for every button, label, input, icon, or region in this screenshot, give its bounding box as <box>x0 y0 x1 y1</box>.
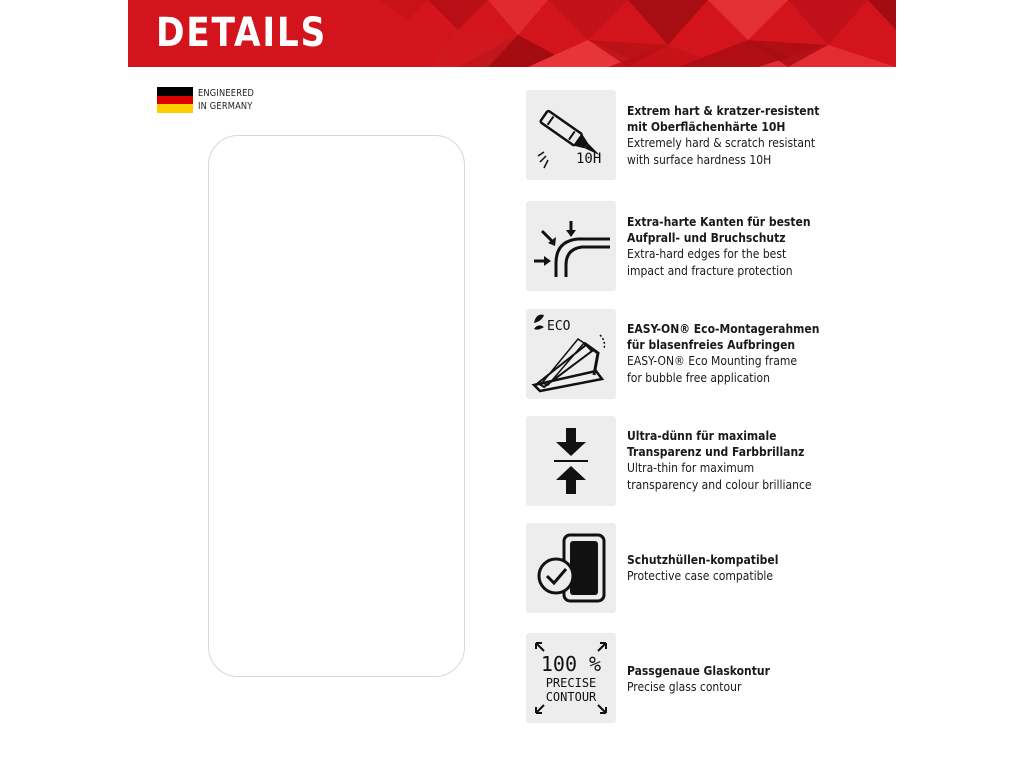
feature-3-german: EASY-ON® Eco-Montagerahmen für blasenfreies Aufbringen <box>627 322 820 353</box>
feature-4-english: Ultra-thin for maximum transparency and colour brilliance <box>627 461 812 492</box>
screen-protector-glass-image <box>208 135 465 677</box>
svg-text:CONTOUR: CONTOUR <box>545 690 597 704</box>
feature-edges <box>526 201 906 291</box>
scalpel-hardness-icon <box>526 90 616 180</box>
svg-text:100 %: 100 % <box>540 652 602 676</box>
engineered-in-germany <box>157 87 259 113</box>
feature-case-compatible <box>526 523 906 613</box>
feature-6-english: Precise glass contour <box>627 680 742 695</box>
case-compatible-check-icon <box>526 523 616 613</box>
impact-edge-icon <box>526 201 616 291</box>
feature-3-english: EASY-ON® Eco Mounting frame for bubble free application <box>627 354 798 385</box>
feature-2-english: Extra-hard edges for the best impact and fracture protection <box>627 247 793 278</box>
feature-easy-on <box>526 309 906 399</box>
feature-ultra-thin <box>526 416 906 506</box>
origin-line-1: ENGINEERED <box>198 88 255 99</box>
feature-6-german: Passgenaue Glaskontur <box>627 664 770 678</box>
precise-contour-icon <box>526 633 616 723</box>
svg-text:PRECISE: PRECISE <box>545 676 597 690</box>
ultra-thin-arrows-icon <box>526 416 616 506</box>
germany-flag-icon <box>157 87 193 113</box>
header-banner <box>128 0 896 67</box>
feature-2-german: Extra-harte Kanten für besten Aufprall- und Bruchschutz <box>627 215 811 246</box>
eco-mounting-frame-icon <box>526 309 616 399</box>
feature-1-german: Extrem hart & kratzer-resistent mit Oberflächenhärte 10H <box>627 104 820 135</box>
feature-5-english: Protective case compatible <box>627 569 774 584</box>
feature-4-german: Ultra-dünn für maximale Transparenz und Farbbrillanz <box>627 429 805 460</box>
origin-line-2: IN GERMANY <box>198 101 253 112</box>
feature-hardness <box>526 90 906 180</box>
feature-1-english: Extremely hard & scratch resistant with surface hardness 10H <box>627 136 816 167</box>
page-title: DETAILS <box>156 10 328 56</box>
feature-5-german: Schutzhüllen-kompatibel <box>627 553 779 567</box>
svg-text:10H: 10H <box>576 151 602 167</box>
feature-precise-contour <box>526 633 906 723</box>
svg-text:ECO: ECO <box>547 319 571 334</box>
